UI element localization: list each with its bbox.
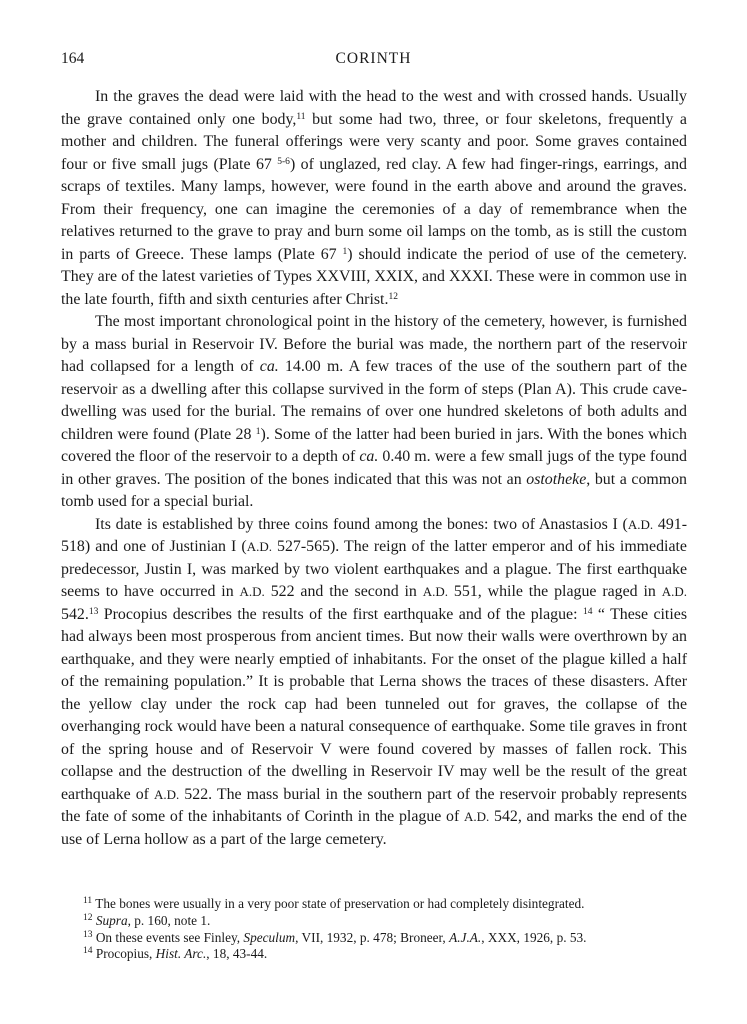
- text-run: but some had two, three, or four skeletons, frequently a mother and children. The funeral offerings were very scanty and poor. Some graves contained four or five small jugs (Plate 67: [61, 110, 687, 173]
- text-run: The most important chronological point in the history of the cemetery, however, is furnished by a mass burial in Reservoir IV. Before the burial was made, the northern part of the reservoir had collapsed for a length of: [61, 313, 687, 375]
- era-abbrev: A.D.: [154, 786, 180, 802]
- text-run: 491-518) and one of Justinian I (: [61, 515, 688, 555]
- footnote-ref-14: 14: [582, 606, 593, 617]
- footnote-12: [61, 913, 687, 930]
- text-run: 542, and marks the end of the use of Lerna hollow as a part of the large cemetery.: [61, 808, 687, 848]
- plate-figure-ref: 1: [342, 246, 348, 257]
- main-text: [61, 86, 687, 851]
- text-run: 542.: [61, 605, 89, 623]
- running-header: [61, 50, 686, 72]
- footnote-text: , p. 160, note 1.: [127, 912, 211, 928]
- italic-abbrev: ca.: [259, 358, 279, 375]
- era-abbrev: A.D.: [422, 584, 449, 599]
- italic-abbrev: ca.: [359, 448, 379, 465]
- work-title: Hist. Arc.: [155, 946, 207, 962]
- page-number: 164: [61, 50, 85, 67]
- footnote-ref-13: 13: [88, 606, 99, 617]
- era-abbrev: A.D.: [661, 584, 688, 599]
- footnote-13: [61, 930, 687, 947]
- footnote-11: [61, 896, 687, 913]
- text-run: ) of unglazed, red clay. A few had finger-rings, earrings, and scraps of textiles. Many lamps, however, were found in the earth above and around the graves. From their frequency, one can imagine the ceremonies of a day of remembrance when the relatives returned to the grave to pray and burn some oil lamps on the tomb, as is still the custom in parts of Greece. These lamps (Plate 67: [61, 155, 687, 263]
- footnote-text: , XXX, 1926, p. 53.: [481, 929, 587, 945]
- footnote-ref-12: 12: [388, 291, 398, 302]
- plate-figure-ref: 1: [255, 426, 261, 437]
- paragraph-1: [61, 86, 687, 311]
- text-run: 522. The mass burial in the southern part of the reservoir probably represents the fate of some of the inhabitants of Corinth in the plague of: [61, 785, 687, 825]
- footnote-number: 11: [83, 896, 93, 906]
- plate-figure-ref: 5-6: [277, 156, 290, 167]
- paragraph-3: [61, 514, 687, 852]
- text-run: 14.00 m. A few traces of the use of the southern part of the reservoir as a dwelling after this collapse survived in the form of steps (Plan A). This crude cave-dwelling was used for the burial. The remains of over one hundred skeletons of both adults and children were found (Plate 28: [61, 358, 688, 443]
- footnote-text: Procopius,: [92, 946, 156, 962]
- journal-title: Speculum: [243, 929, 296, 945]
- footnotes: [61, 896, 687, 963]
- footnote-ref-11: 11: [296, 111, 306, 122]
- text-run: In the graves the dead were laid with the head to the west and with crossed hands. Usually the grave contained only one body,: [61, 88, 687, 128]
- journal-title: A.J.A.: [449, 929, 482, 945]
- footnote-number: 13: [83, 929, 93, 940]
- era-abbrev: A.D.: [246, 539, 272, 554]
- paragraph-2: [61, 311, 687, 514]
- running-title: CORINTH: [335, 50, 412, 67]
- text-run: 522 and the second in: [264, 583, 423, 600]
- text-run: 551, while the plague raged in: [448, 583, 662, 600]
- text-run: 0.40 m. were a few small jugs of the type found in other graves. The position of the bones indicated that this was not an: [61, 448, 687, 488]
- text-run: , but a common tomb used for a special burial.: [61, 470, 688, 510]
- italic-term: ostotheke: [526, 470, 587, 488]
- footnote-text: The bones were usually in a very poor state of preservation or had completely disintegrated.: [92, 896, 585, 911]
- italic-term: Supra: [95, 912, 128, 928]
- text-run: Its date is established by three coins found among the bones: two of Anastasios I (: [95, 515, 628, 533]
- footnote-text: On these events see Finley,: [92, 929, 244, 945]
- text-run: ) should indicate the period of use of the cemetery. They are of the latest varieties of Types XXVIII, XXIX, and XXXI. These were in common use in the late fourth, fifth and sixth centuries after Christ.: [61, 245, 687, 308]
- text-run: 527-565). The reign of the latter emperor and of his immediate predecessor, Justin I, was marked by two violent earthquakes and a plague. The first earthquake seems to have occurred in: [61, 538, 687, 600]
- text-run: Procopius describes the results of the first earthquake and of the plague:: [98, 605, 583, 623]
- text-run: ). Some of the latter had been buried in jars. With the bones which covered the floor of the reservoir to a depth of: [61, 425, 687, 465]
- footnote-14: [61, 946, 687, 963]
- era-abbrev: A.D.: [239, 584, 265, 599]
- era-abbrev: A.D.: [464, 809, 490, 824]
- footnote-number: 14: [83, 946, 93, 957]
- era-abbrev: A.D.: [627, 516, 654, 532]
- footnote-text: , VII, 1932, p. 478; Broneer,: [295, 929, 450, 945]
- footnote-text: , 18, 43-44.: [206, 946, 268, 962]
- footnote-number: 12: [83, 912, 93, 923]
- text-run: “ These cities had always been most prosperous from ancient times. But now their walls were overthrown by an earthquake, and they were nearly emptied of inhabitants. For the onset of the plague killed a half of the remaining population.” It is probable that Lerna shows the traces of these disasters. After the yellow clay under the rock cap had been tunneled out for graves, the collapse of the overhanging rock would have been a natural consequence of earthquake. Some tile graves in front of the spring house and of Reservoir V were found covered by masses of fallen rock. This collapse and the destruction of the dwelling in Reservoir IV may well be the result of the great earthquake of: [61, 605, 687, 803]
